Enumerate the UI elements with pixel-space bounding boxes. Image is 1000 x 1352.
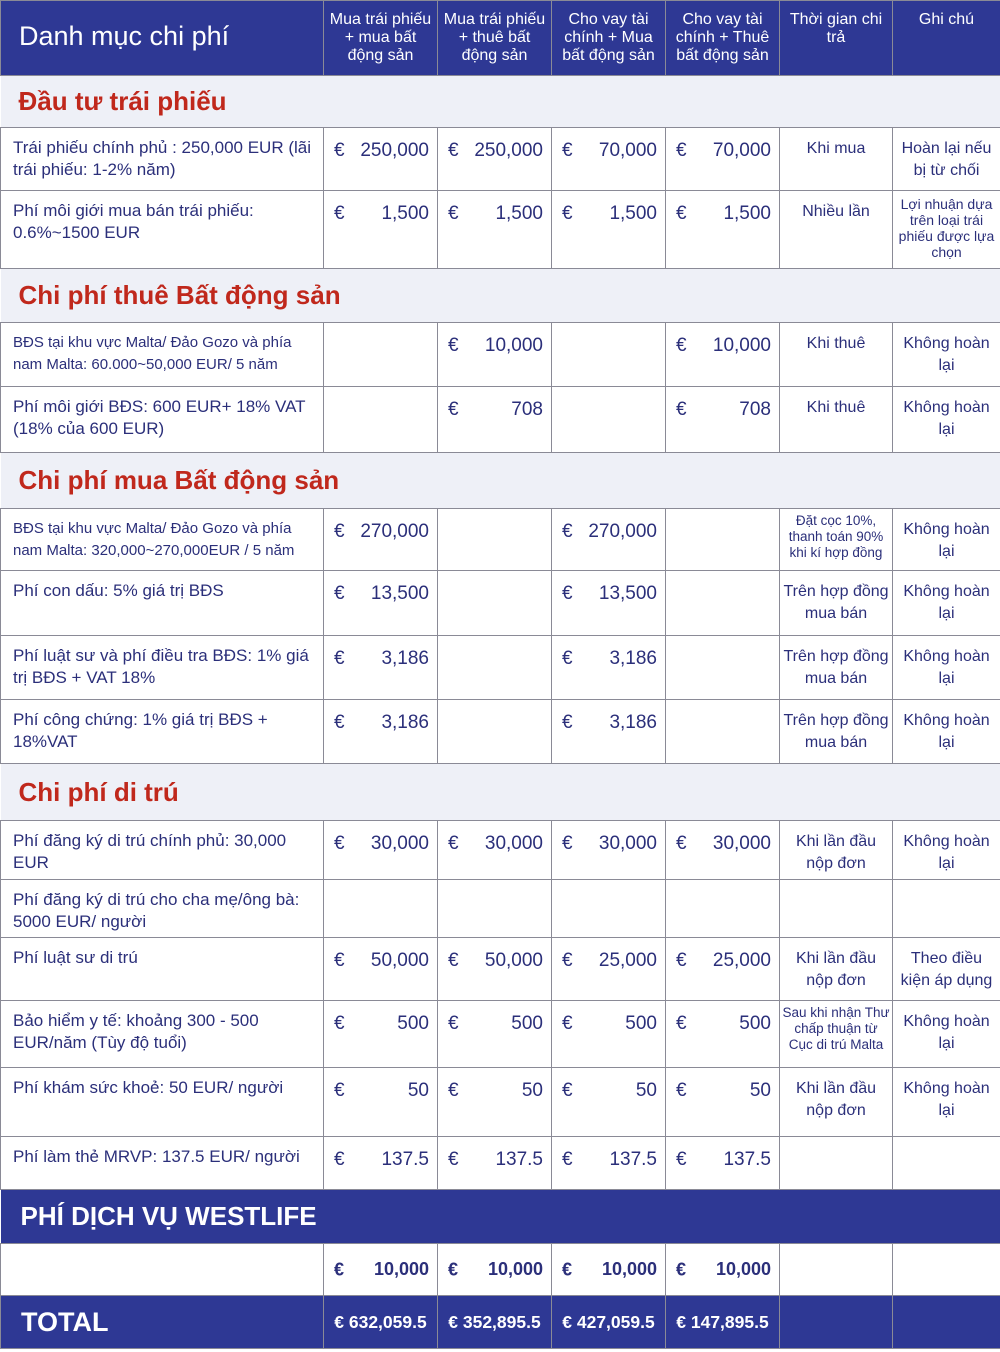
amount-cell — [666, 191, 780, 269]
total-loan-buy: € 427,059.5 — [552, 1296, 666, 1349]
amount-cell — [324, 821, 438, 880]
amount-value: 500 — [397, 1013, 429, 1034]
amount-cell — [552, 938, 666, 1001]
amount-cell — [666, 938, 780, 1001]
amount-cell — [552, 191, 666, 269]
note: Không hoàn lại — [893, 700, 1000, 764]
amount-cell — [552, 571, 666, 636]
note: Không hoàn lại — [893, 821, 1000, 880]
currency-symbol: € — [334, 833, 345, 854]
amount-cell — [438, 938, 552, 1001]
table-row — [1, 1137, 1000, 1190]
amount-cell — [666, 1001, 780, 1068]
currency-symbol: € — [676, 1259, 687, 1279]
currency-symbol: € — [562, 648, 573, 669]
currency-symbol: € — [334, 950, 345, 971]
col-header-bonds-buy: Mua trái phiếu + mua bất động sản — [324, 1, 438, 76]
amount-cell — [552, 880, 666, 938]
currency-symbol: € — [448, 1080, 459, 1101]
payment-time: Khi lần đầu nộp đơn — [780, 938, 893, 1001]
currency-symbol: € — [562, 203, 573, 224]
table-row — [1, 387, 1000, 453]
note: Không hoàn lại — [893, 1068, 1000, 1137]
note — [893, 880, 1000, 938]
amount-cell — [552, 1001, 666, 1068]
amount-cell — [438, 821, 552, 880]
amount-cell — [438, 1001, 552, 1068]
amount-cell — [552, 509, 666, 571]
amount-value: 500 — [625, 1013, 657, 1034]
total-empty-cell — [893, 1296, 1000, 1349]
service-fee-row — [1, 1244, 1000, 1296]
amount-value: 13,500 — [598, 583, 657, 604]
amount-cell — [666, 821, 780, 880]
note: Không hoàn lại — [893, 387, 1000, 453]
currency-symbol: € — [334, 712, 345, 733]
currency-symbol: € — [676, 950, 687, 971]
currency-symbol: € — [676, 399, 687, 420]
currency-symbol: € — [448, 335, 459, 356]
amount-value: 270,000 — [360, 521, 429, 542]
currency-symbol: € — [334, 1013, 345, 1034]
col-header-payment-time: Thời gian chi trả — [780, 1, 893, 76]
payment-time: Khi lần đầu nộp đơn — [780, 1068, 893, 1137]
section-title-buy: Chi phí mua Bất động sản — [1, 453, 1000, 509]
amount-value: 708 — [511, 399, 543, 420]
row-label: BĐS tại khu vực Malta/ Đảo Gozo và phía nam Malta: 320,000~270,000EUR / 5 năm — [1, 509, 324, 571]
note: Không hoàn lại — [893, 1001, 1000, 1068]
amount-value: 50 — [521, 1080, 543, 1101]
amount-value: 137.5 — [609, 1149, 657, 1170]
amount-value: 3,186 — [381, 712, 429, 733]
currency-symbol: € — [448, 140, 459, 161]
amount-value: 50,000 — [370, 950, 429, 971]
payment-time: Nhiều lần — [780, 191, 893, 269]
amount-cell — [552, 700, 666, 764]
amount-cell — [552, 821, 666, 880]
currency-symbol: € — [676, 140, 687, 161]
amount-cell — [438, 636, 552, 700]
table-row — [1, 323, 1000, 387]
section-title-service: PHÍ DỊCH VỤ WESTLIFE — [1, 1190, 1000, 1244]
currency-symbol: € — [334, 648, 345, 669]
total-loan-rent: € 147,895.5 — [666, 1296, 780, 1349]
amount-value: 30,000 — [484, 833, 543, 854]
total-bonds-buy: € 632,059.5 — [324, 1296, 438, 1349]
section-row — [1, 269, 1000, 323]
amount-value: 1,500 — [381, 203, 429, 224]
amount-value: 30,000 — [370, 833, 429, 854]
currency-symbol: € — [562, 712, 573, 733]
row-label: Bảo hiểm y tế: khoảng 300 - 500 EUR/năm (Tùy độ tuổi) — [1, 1001, 324, 1068]
amount-cell — [666, 571, 780, 636]
currency-symbol: € — [562, 1259, 573, 1279]
amount-cell — [666, 880, 780, 938]
section-row — [1, 453, 1000, 509]
amount-cell — [438, 880, 552, 938]
currency-symbol: € — [676, 1149, 687, 1170]
amount-cell — [324, 509, 438, 571]
amount-value: 1,500 — [723, 203, 771, 224]
currency-symbol: € — [334, 140, 345, 161]
currency-symbol: € — [676, 833, 687, 854]
amount-cell — [666, 128, 780, 191]
row-label: Phí con dấu: 5% giá trị BĐS — [1, 571, 324, 636]
amount-value: 137.5 — [495, 1149, 543, 1170]
amount-cell — [666, 1137, 780, 1190]
amount-cell — [438, 700, 552, 764]
amount-cell — [438, 1068, 552, 1137]
amount-value: 137.5 — [723, 1149, 771, 1170]
payment-time — [780, 1244, 893, 1296]
amount-cell — [438, 1244, 552, 1296]
amount-value: 25,000 — [712, 950, 771, 971]
amount-cell — [666, 636, 780, 700]
header-row — [1, 1, 1000, 76]
amount-cell — [324, 1244, 438, 1296]
amount-cell — [324, 1001, 438, 1068]
amount-cell — [552, 636, 666, 700]
amount-value: 50,000 — [484, 950, 543, 971]
payment-time: Khi thuê — [780, 387, 893, 453]
currency-symbol: € — [448, 950, 459, 971]
note: Không hoàn lại — [893, 636, 1000, 700]
amount-value: 500 — [739, 1013, 771, 1034]
amount-cell — [552, 387, 666, 453]
amount-value: 70,000 — [712, 140, 771, 161]
section-row — [1, 764, 1000, 821]
amount-value: 10,000 — [487, 1259, 543, 1279]
row-label: Phí làm thẻ MRVP: 137.5 EUR/ người — [1, 1137, 324, 1190]
amount-cell — [324, 128, 438, 191]
row-label: Trái phiếu chính phủ : 250,000 EUR (lãi trái phiếu: 1-2% năm) — [1, 128, 324, 191]
payment-time: Khi thuê — [780, 323, 893, 387]
payment-time: Sau khi nhận Thư chấp thuận từ Cục di trú Malta — [780, 1001, 893, 1068]
amount-cell — [666, 323, 780, 387]
table-row — [1, 128, 1000, 191]
amount-cell — [438, 191, 552, 269]
currency-symbol: € — [448, 1259, 459, 1279]
amount-value: 3,186 — [609, 712, 657, 733]
currency-symbol: € — [676, 203, 687, 224]
table-row — [1, 1001, 1000, 1068]
amount-cell — [324, 1137, 438, 1190]
table-title: Danh mục chi phí — [1, 1, 324, 76]
amount-value: 13,500 — [370, 583, 429, 604]
amount-value: 70,000 — [598, 140, 657, 161]
amount-value: 50 — [749, 1080, 771, 1101]
amount-cell — [324, 880, 438, 938]
currency-symbol: € — [448, 203, 459, 224]
payment-time: Khi lần đầu nộp đơn — [780, 821, 893, 880]
amount-cell — [324, 323, 438, 387]
section-title-immigration: Chi phí di trú — [1, 764, 1000, 821]
note: Lợi nhuận dựa trên loại trái phiếu được lựa chọn — [893, 191, 1000, 269]
amount-value: 10,000 — [715, 1259, 771, 1279]
table-row — [1, 1068, 1000, 1137]
currency-symbol: € — [334, 521, 345, 542]
table-row — [1, 509, 1000, 571]
note: Theo điều kiện áp dụng — [893, 938, 1000, 1001]
col-header-bonds-rent: Mua trái phiếu + thuê bất động sản — [438, 1, 552, 76]
amount-cell — [324, 1068, 438, 1137]
note: Không hoàn lại — [893, 323, 1000, 387]
amount-cell — [552, 1068, 666, 1137]
section-row — [1, 76, 1000, 128]
amount-cell — [666, 700, 780, 764]
amount-cell — [324, 387, 438, 453]
row-label: Phí môi giới BĐS: 600 EUR+ 18% VAT (18% của 600 EUR) — [1, 387, 324, 453]
currency-symbol: € — [334, 1149, 345, 1170]
amount-cell — [438, 509, 552, 571]
amount-value: 3,186 — [609, 648, 657, 669]
table-row — [1, 938, 1000, 1001]
row-label: Phí đăng ký di trú chính phủ: 30,000 EUR — [1, 821, 324, 880]
amount-cell — [666, 509, 780, 571]
payment-time: Khi mua — [780, 128, 893, 191]
row-label: Phí công chứng: 1% giá trị BĐS + 18%VAT — [1, 700, 324, 764]
amount-cell — [324, 636, 438, 700]
total-label: TOTAL — [1, 1296, 324, 1349]
table-row — [1, 191, 1000, 269]
currency-symbol: € — [448, 1013, 459, 1034]
note — [893, 1244, 1000, 1296]
payment-time — [780, 1137, 893, 1190]
amount-cell — [324, 191, 438, 269]
payment-time — [780, 880, 893, 938]
amount-cell — [438, 323, 552, 387]
currency-symbol: € — [334, 1080, 345, 1101]
amount-value: 500 — [511, 1013, 543, 1034]
total-bonds-rent: € 352,895.5 — [438, 1296, 552, 1349]
currency-symbol: € — [334, 583, 345, 604]
amount-value: 137.5 — [381, 1149, 429, 1170]
amount-cell — [324, 938, 438, 1001]
amount-value: 3,186 — [381, 648, 429, 669]
currency-symbol: € — [676, 335, 687, 356]
amount-cell — [438, 571, 552, 636]
amount-value: 708 — [739, 399, 771, 420]
currency-symbol: € — [448, 833, 459, 854]
table-row — [1, 571, 1000, 636]
amount-cell — [438, 387, 552, 453]
amount-value: 10,000 — [712, 335, 771, 356]
row-label: Phí luật sư và phí điều tra BĐS: 1% giá trị BĐS + VAT 18% — [1, 636, 324, 700]
currency-symbol: € — [562, 583, 573, 604]
currency-symbol: € — [562, 950, 573, 971]
currency-symbol: € — [334, 203, 345, 224]
amount-cell — [552, 323, 666, 387]
amount-value: 1,500 — [609, 203, 657, 224]
col-header-loan-rent: Cho vay tài chính + Thuê bất động sản — [666, 1, 780, 76]
amount-cell — [552, 1137, 666, 1190]
amount-value: 1,500 — [495, 203, 543, 224]
table-row — [1, 821, 1000, 880]
table-row — [1, 700, 1000, 764]
table-row — [1, 636, 1000, 700]
currency-symbol: € — [562, 833, 573, 854]
row-label: BĐS tại khu vực Malta/ Đảo Gozo và phía nam Malta: 60.000~50,000 EUR/ 5 năm — [1, 323, 324, 387]
currency-symbol: € — [448, 1149, 459, 1170]
amount-value: 50 — [635, 1080, 657, 1101]
amount-value: 250,000 — [360, 140, 429, 161]
currency-symbol: € — [562, 140, 573, 161]
row-label: Phí khám sức khoẻ: 50 EUR/ người — [1, 1068, 324, 1137]
section-title-rent: Chi phí thuê Bất động sản — [1, 269, 1000, 323]
amount-value: 10,000 — [484, 335, 543, 356]
note: Hoàn lại nếu bị từ chối — [893, 128, 1000, 191]
amount-value: 50 — [407, 1080, 429, 1101]
amount-cell — [666, 387, 780, 453]
amount-cell — [552, 1244, 666, 1296]
amount-cell — [438, 1137, 552, 1190]
payment-time: Trên hợp đồng mua bán — [780, 636, 893, 700]
amount-cell — [324, 571, 438, 636]
table-row — [1, 880, 1000, 938]
currency-symbol: € — [448, 399, 459, 420]
note: Không hoàn lại — [893, 571, 1000, 636]
amount-value: 30,000 — [712, 833, 771, 854]
service-section-row — [1, 1190, 1000, 1244]
total-empty-cell — [780, 1296, 893, 1349]
row-label — [1, 1244, 324, 1296]
total-row — [1, 1296, 1000, 1349]
amount-cell — [438, 128, 552, 191]
section-title-bonds: Đầu tư trái phiếu — [1, 76, 1000, 128]
note: Không hoàn lại — [893, 509, 1000, 571]
amount-value: 25,000 — [598, 950, 657, 971]
currency-symbol: € — [562, 1080, 573, 1101]
payment-time: Trên hợp đồng mua bán — [780, 700, 893, 764]
currency-symbol: € — [562, 1149, 573, 1170]
currency-symbol: € — [562, 1013, 573, 1034]
amount-cell — [666, 1244, 780, 1296]
currency-symbol: € — [562, 521, 573, 542]
payment-time: Đặt cọc 10%, thanh toán 90% khi kí hợp đồng — [780, 509, 893, 571]
col-header-notes: Ghi chú — [893, 1, 1000, 76]
col-header-loan-buy: Cho vay tài chính + Mua bất động sản — [552, 1, 666, 76]
amount-value: 10,000 — [373, 1259, 429, 1279]
currency-symbol: € — [676, 1013, 687, 1034]
currency-symbol: € — [676, 1080, 687, 1101]
amount-cell — [324, 700, 438, 764]
payment-time: Trên hợp đồng mua bán — [780, 571, 893, 636]
currency-symbol: € — [334, 1259, 345, 1279]
amount-value: 30,000 — [598, 833, 657, 854]
amount-value: 270,000 — [588, 521, 657, 542]
row-label: Phí môi giới mua bán trái phiếu: 0.6%~1500 EUR — [1, 191, 324, 269]
amount-cell — [552, 128, 666, 191]
amount-cell — [666, 1068, 780, 1137]
amount-value: 10,000 — [601, 1259, 657, 1279]
amount-value: 250,000 — [474, 140, 543, 161]
row-label: Phí đăng ký di trú cho cha mẹ/ông bà: 5000 EUR/ người — [1, 880, 324, 938]
note — [893, 1137, 1000, 1190]
row-label: Phí luật sư di trú — [1, 938, 324, 1001]
